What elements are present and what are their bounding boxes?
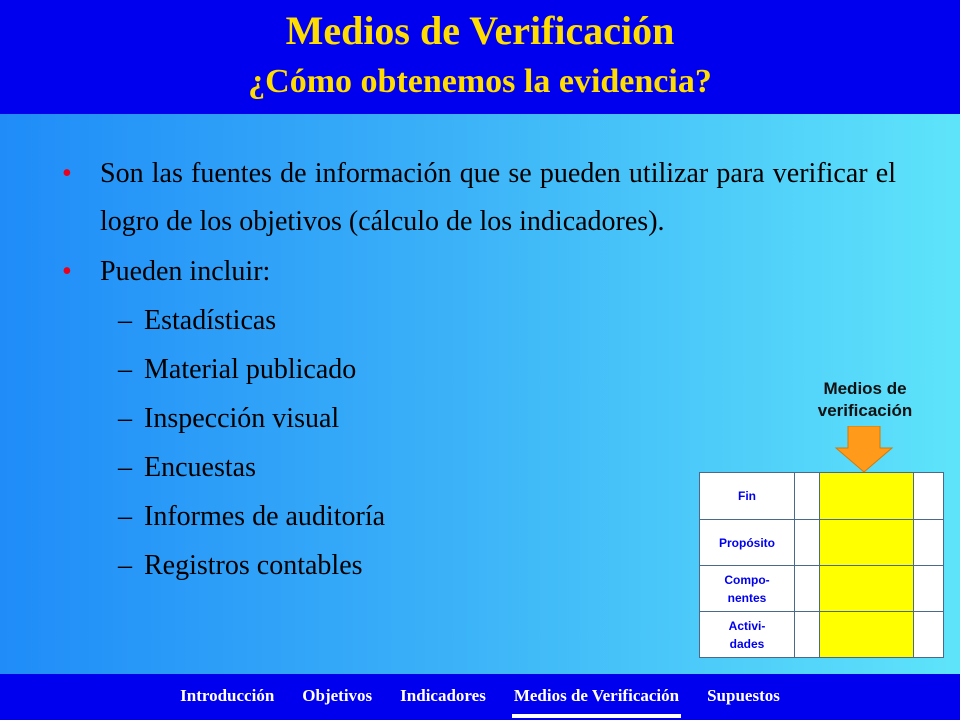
matrix-cell bbox=[795, 566, 820, 612]
title-bar bbox=[0, 0, 960, 114]
bullet-icon: • bbox=[62, 256, 72, 287]
nav-link-indicadores[interactable]: Indicadores bbox=[400, 686, 486, 705]
matrix-cell-highlight bbox=[820, 612, 914, 657]
footer-nav-bar bbox=[0, 674, 960, 720]
bullet-item bbox=[62, 248, 896, 296]
bullet-icon: • bbox=[62, 158, 72, 189]
matrix-cell-highlight bbox=[820, 473, 914, 520]
dash-icon: – bbox=[118, 550, 132, 581]
down-arrow-icon bbox=[834, 426, 894, 474]
logframe-matrix bbox=[699, 472, 944, 658]
sub-item bbox=[62, 345, 896, 394]
bullet-item bbox=[62, 150, 896, 246]
dash-icon: – bbox=[118, 403, 132, 434]
sub-item-text: Estadísticas bbox=[144, 305, 277, 336]
slide-title: Medios de Verificación bbox=[285, 8, 675, 53]
sub-item-text: Encuestas bbox=[144, 452, 256, 483]
matrix-cell bbox=[795, 612, 820, 657]
bullet-text: Pueden incluir: bbox=[100, 256, 271, 287]
matrix-cell-highlight bbox=[820, 520, 914, 566]
matrix-row-label: Propósito bbox=[700, 520, 795, 566]
nav-link-introduccion[interactable]: Introducción bbox=[180, 686, 275, 705]
matrix-row-label: Fin bbox=[700, 473, 795, 520]
sub-item bbox=[62, 296, 896, 345]
matrix-row-label: Compo- nentes bbox=[700, 566, 795, 612]
sub-item-text: Material publicado bbox=[144, 354, 357, 385]
matrix-cell bbox=[795, 473, 820, 520]
matrix-column-label: Medios de verificación bbox=[817, 379, 913, 420]
dash-icon: – bbox=[118, 354, 132, 385]
dash-icon: – bbox=[118, 305, 132, 336]
matrix-cell bbox=[914, 520, 943, 566]
nav-link-medios-de-verificacion[interactable]: Medios de Verificación bbox=[514, 686, 679, 708]
sub-item-text: Inspección visual bbox=[144, 403, 340, 434]
matrix-cell bbox=[914, 612, 943, 657]
matrix-cell bbox=[914, 473, 943, 520]
sub-item-text: Registros contables bbox=[144, 550, 363, 581]
footer-nav bbox=[0, 674, 960, 720]
nav-link-supuestos[interactable]: Supuestos bbox=[707, 686, 780, 705]
matrix-cell bbox=[914, 566, 943, 612]
matrix-cell-highlight bbox=[820, 566, 914, 612]
bullet-text: Son las fuentes de información que se pueden utilizar para verificar el logro de los objetivos (cálculo de los indicadores). bbox=[100, 158, 896, 237]
matrix-cell bbox=[795, 520, 820, 566]
dash-icon: – bbox=[118, 452, 132, 483]
matrix-row-label: Activi- dades bbox=[700, 612, 795, 657]
slide-subtitle: ¿Cómo obtenemos la evidencia? bbox=[248, 63, 712, 100]
sub-item bbox=[62, 394, 896, 443]
sub-item-text: Informes de auditoría bbox=[144, 501, 386, 532]
nav-link-objetivos[interactable]: Objetivos bbox=[302, 686, 373, 705]
dash-icon: – bbox=[118, 501, 132, 532]
